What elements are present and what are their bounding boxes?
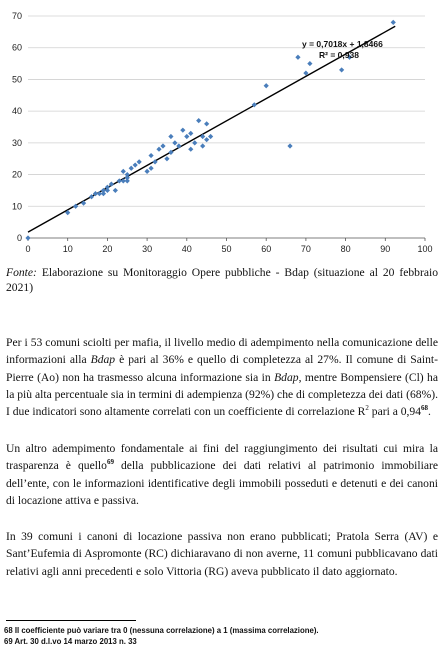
- r-squared-superscript: 2: [365, 404, 369, 413]
- data-point-47: [295, 55, 300, 60]
- data-point-26: [156, 147, 161, 152]
- p1-text-5: .: [428, 405, 431, 419]
- paragraph-1: [6, 334, 438, 420]
- data-point-14: [121, 169, 126, 174]
- p1-text-3: , mentre Bompensiere (Cl) ha la più alta percentuale sia in termini di adempienza (92%) che di completezza dei dati (68%). I due indicatori sono altamente correlati con un coefficiente di correlazione R: [6, 370, 439, 419]
- data-point-31: [172, 140, 177, 145]
- p1-italic-bdap-1: Bdap: [90, 353, 116, 367]
- p1-text-1: Per i 53 comuni sciolti per mafia, il livello medio di adempimento nella comunicazione delle informazioni alla: [6, 336, 438, 367]
- data-point-38: [196, 118, 201, 123]
- data-point-45: [264, 83, 269, 88]
- data-point-34: [184, 134, 189, 139]
- figure-caption: [6, 265, 438, 295]
- data-point-28: [164, 156, 169, 161]
- data-point-27: [160, 143, 165, 148]
- x-tick-label-50: 50: [221, 244, 232, 254]
- data-point-8: [101, 191, 106, 196]
- scatter-plot-svg: [0, 0, 445, 268]
- y-tick-label-0: 0: [16, 233, 22, 243]
- x-tick-label-10: 10: [62, 244, 73, 254]
- y-tick-label-40: 40: [11, 106, 22, 117]
- paragraph-3: In 39 comuni i canoni di locazione passiva non erano pubblicati; Pratola Serra (AV) e Sant’Eufemia di Aspromonte (RC) dichiaravano di non averne, 11 comuni pubblicavano dati relativi agli anni precedenti e solo Vittoria (RG) aveva pubblicato il dato aggiornato.: [6, 530, 438, 578]
- x-tick-label-30: 30: [142, 244, 153, 254]
- y-tick-label-70: 70: [11, 11, 22, 21]
- x-tick-label-0: 0: [25, 244, 31, 254]
- data-point-19: [129, 166, 134, 171]
- footnote-68: 68 Il coefficiente può variare tra 0 (nessuna correlazione) a 1 (massima correlazione).: [4, 626, 319, 635]
- p2-text-1: Un altro adempimento fondamentale ai fini del raggiungimento dei risultati cui mira la trasparenza è quello: [6, 442, 438, 473]
- footnote-ref-68[interactable]: 68: [421, 404, 429, 413]
- data-point-21: [137, 159, 142, 164]
- x-tick-label-20: 20: [102, 244, 113, 254]
- r-squared-label: R² = 0,938: [319, 50, 359, 60]
- x-tick-label-80: 80: [340, 244, 351, 254]
- p1-italic-bdap-2: Bdap: [274, 370, 299, 384]
- data-point-42: [204, 137, 209, 142]
- trendline-equation-label: y = 0,7018x + 1,8466: [302, 39, 383, 49]
- x-tick-label-60: 60: [261, 244, 272, 254]
- y-tick-label-10: 10: [11, 201, 22, 212]
- data-point-0: [25, 235, 30, 240]
- data-point-20: [133, 162, 138, 167]
- data-point-29: [168, 134, 173, 139]
- y-tick-label-20: 20: [11, 169, 22, 180]
- data-point-24: [148, 166, 153, 171]
- p2-text-2: della pubblicazione dei dati relativi al patrimonio immobiliare dell’ente, con le informazioni identificative degli immobili posseduti e detenuti e dei canoni di locazione attiva e passiva.: [6, 459, 438, 507]
- data-point-33: [180, 128, 185, 133]
- y-tick-label-60: 60: [11, 42, 22, 53]
- data-point-43: [208, 134, 213, 139]
- data-point-23: [148, 153, 153, 158]
- data-point-35: [188, 131, 193, 136]
- footnote-ref-69[interactable]: 69: [106, 458, 114, 467]
- y-tick-label-30: 30: [11, 137, 22, 148]
- data-point-52: [391, 20, 396, 25]
- data-point-36: [188, 147, 193, 152]
- x-tick-label-100: 100: [417, 244, 433, 254]
- data-point-12: [113, 188, 118, 193]
- paragraph-2: [6, 440, 438, 509]
- data-point-37: [192, 140, 197, 145]
- p1-text-2: è pari al 36% e quello di completezza al 27%. Il comune di Saint-Pierre (Ao) non ha trasmesso alcuna informazione sia in: [6, 353, 438, 384]
- data-point-50: [339, 67, 344, 72]
- caption-source-text: Elaborazione su Monitoraggio Opere pubbliche - Bdap (situazione al 20 febbraio 2021): [6, 266, 438, 294]
- data-point-49: [307, 61, 312, 66]
- scatter-chart: [0, 0, 445, 268]
- x-tick-label-70: 70: [300, 244, 311, 254]
- footnote-69: 69 Art. 30 d.l.vo 14 marzo 2013 n. 33: [4, 637, 137, 646]
- footnote-separator: [6, 620, 136, 621]
- x-tick-label-90: 90: [380, 244, 391, 254]
- x-tick-label-40: 40: [181, 244, 192, 254]
- caption-source-label: Fonte:: [6, 266, 37, 279]
- y-tick-label-50: 50: [11, 74, 22, 85]
- data-point-41: [204, 121, 209, 126]
- p1-text-4: pari a 0,94: [368, 405, 422, 419]
- data-point-22: [145, 169, 150, 174]
- data-point-18: [125, 172, 130, 177]
- data-point-39: [200, 143, 205, 148]
- data-point-46: [287, 143, 292, 148]
